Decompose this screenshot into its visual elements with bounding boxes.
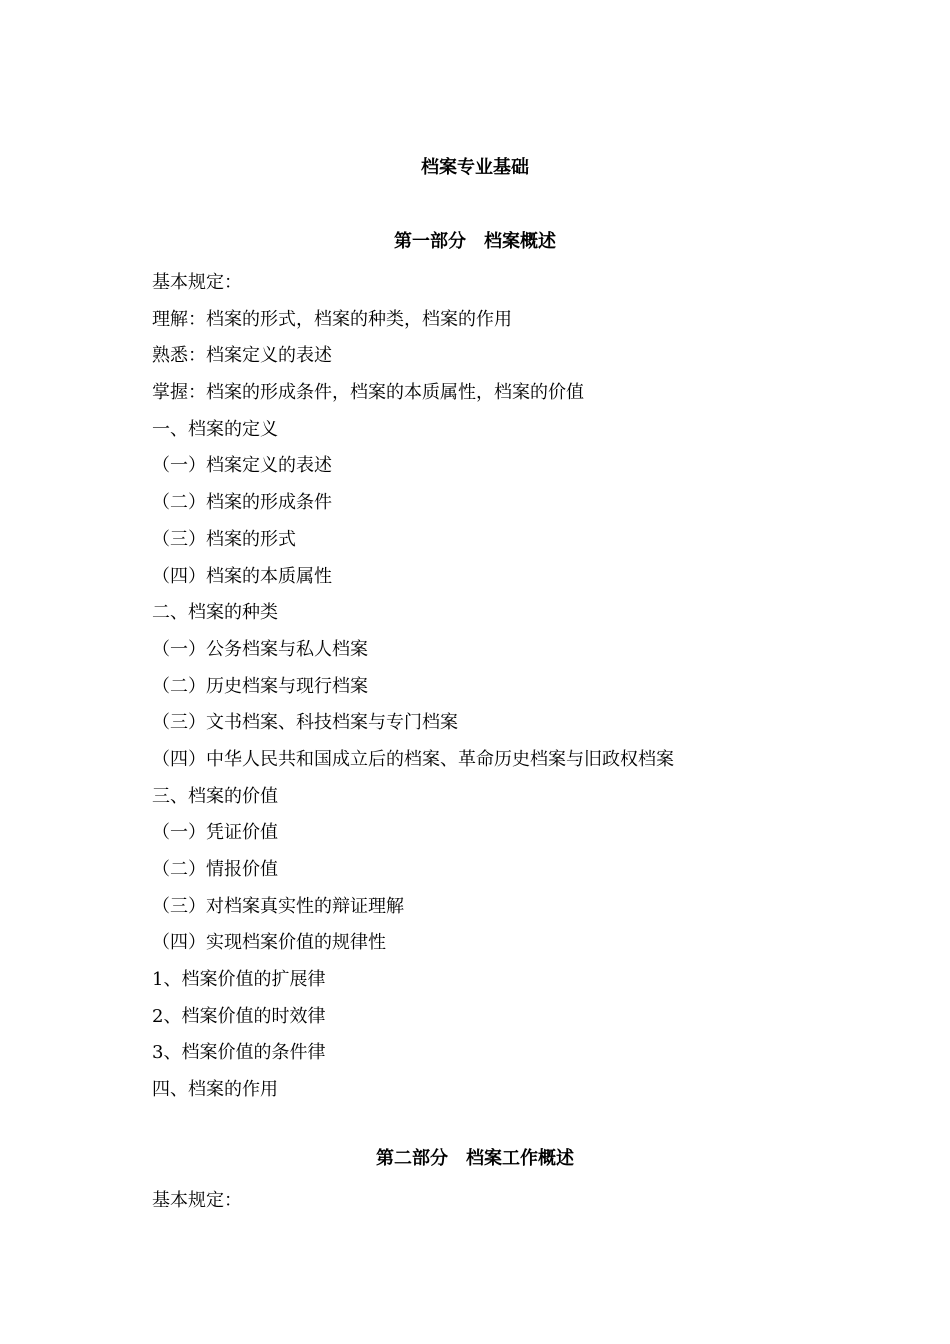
subsection-item: （二）情报价值	[152, 859, 278, 880]
part1-heading: 第一部分 档案概述	[394, 231, 556, 252]
subsection-item: （三）文书档案、科技档案与专门档案	[152, 712, 458, 734]
numbered-item: 1、档案价值的扩展律	[152, 969, 326, 991]
subsection-item: （二）历史档案与现行档案	[152, 675, 368, 697]
section-heading: 一、档案的定义	[152, 418, 278, 440]
subsection-item: （三）对档案真实性的辩证理解	[152, 895, 404, 917]
numbered-item: 2、档案价值的时效律	[152, 1005, 326, 1027]
section-heading: 三、档案的价值	[152, 785, 278, 807]
document-title: 档案专业基础	[421, 157, 529, 178]
subsection-item: （四）实现档案价值的规律性	[152, 932, 386, 954]
section-heading: 四、档案的作用	[152, 1079, 278, 1101]
text-line: 熟悉：档案定义的表述	[152, 345, 332, 367]
subsection-item: （一）凭证价值	[152, 822, 278, 844]
text-line: 掌握：档案的形成条件，档案的本质属性，档案的价值	[152, 382, 584, 404]
subsection-item: （四）中华人民共和国成立后的档案、革命历史档案与旧政权档案	[152, 748, 674, 770]
numbered-item: 3、档案价值的条件律	[152, 1042, 326, 1064]
part2-body	[152, 1183, 812, 1220]
subsection-item: （二）档案的形成条件	[152, 492, 332, 514]
subsection-item: （一）档案定义的表述	[152, 455, 332, 477]
part1-body	[152, 265, 812, 1109]
subsection-item: （四）档案的本质属性	[152, 565, 332, 587]
part2-heading: 第二部分 档案工作概述	[376, 1148, 574, 1169]
text-line: 理解：档案的形式，档案的种类，档案的作用	[152, 308, 512, 330]
subsection-item: （一）公务档案与私人档案	[152, 638, 368, 660]
subsection-item: （三）档案的形式	[152, 528, 296, 550]
section-heading: 二、档案的种类	[152, 602, 278, 624]
text-line: 基本规定：	[152, 272, 242, 293]
text-line: 基本规定：	[152, 1190, 242, 1211]
